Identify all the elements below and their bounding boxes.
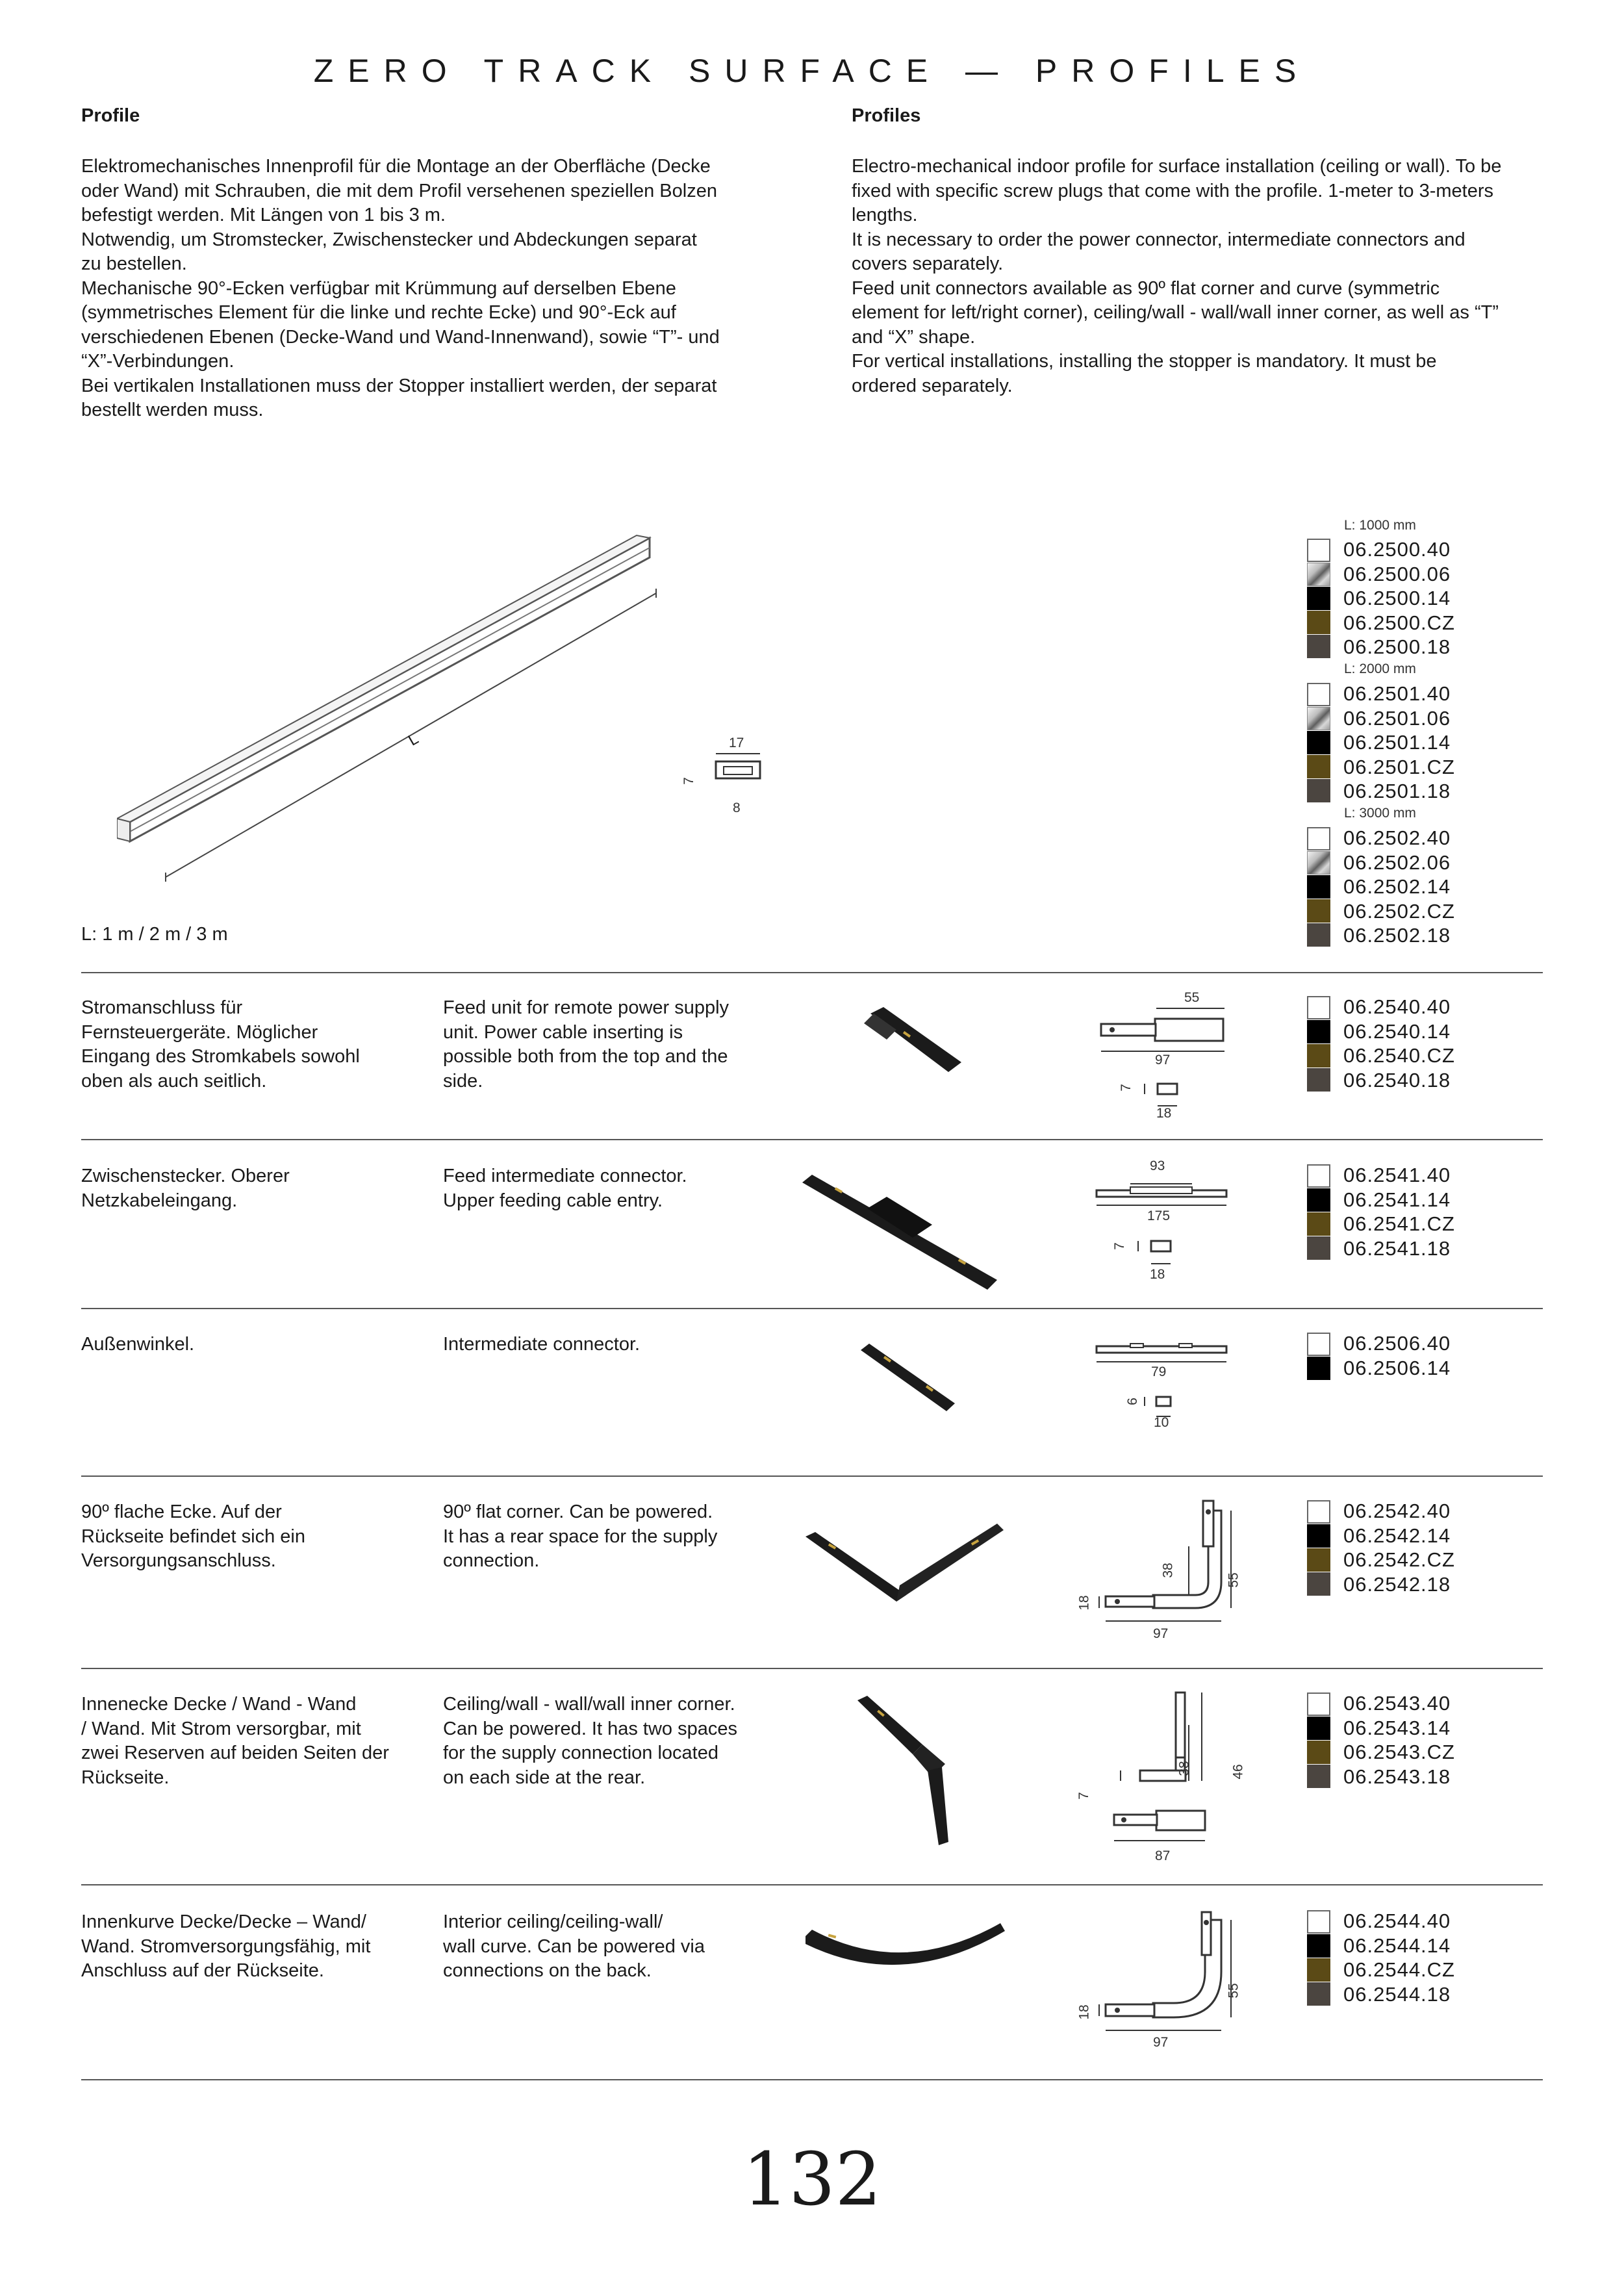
swatch-cz [1307, 611, 1330, 634]
swatch-black [1307, 1357, 1330, 1380]
swatch-cz [1307, 1741, 1330, 1764]
swatch-white [1307, 1910, 1330, 1934]
row1-desc-de: Stromanschluss für Fernsteuergeräte. Möglicher Eingang des Stromkabels sowohl oben als auch seitlich. [81, 997, 360, 1092]
swatch-black [1307, 731, 1330, 754]
code-list: 06.2540.40 06.2540.14 06.2540.CZ 06.2540.18 [1343, 995, 1455, 1092]
row2-desc-en: Feed intermediate connector. Upper feeding cable entry. [443, 1166, 687, 1211]
swatch-black [1307, 587, 1330, 610]
divider [81, 1884, 1543, 1885]
dim-label: 55 [1226, 1983, 1241, 1999]
swatch-dark-brown [1307, 1572, 1330, 1596]
page-title: ZERO TRACK SURFACE — PROFILES [313, 53, 1311, 89]
dim-label: 10 [1154, 1415, 1169, 1430]
dim-label: 55 [1184, 990, 1200, 1005]
code-list: 06.2542.40 06.2542.14 06.2542.CZ 06.2542.18 [1343, 1500, 1455, 1596]
page-number: 132 [742, 2138, 882, 2222]
swatch-cz [1307, 1548, 1330, 1572]
inner-corner-drawing [1078, 1686, 1247, 1861]
swatch-white [1307, 1333, 1330, 1356]
dim-label: 18 [1076, 2004, 1092, 2020]
profile-cross-section [708, 747, 780, 780]
divider [81, 2079, 1543, 2080]
row2-desc-de: Zwischenstecker. Oberer Netzkabeleingang. [81, 1166, 290, 1211]
intermediate-connector-image [851, 1338, 961, 1416]
intro-heading-de: Profile [81, 105, 140, 126]
dim-label: 175 [1147, 1208, 1171, 1223]
swatch-cz [1307, 1958, 1330, 1982]
divider [81, 1668, 1543, 1669]
swatch-black [1307, 875, 1330, 899]
dim-width: 17 [729, 735, 744, 750]
row3-desc-en: Intermediate connector. [443, 1334, 641, 1355]
length-label-2000: L: 2000 mm [1344, 661, 1416, 676]
swatch-grey [1307, 563, 1330, 586]
row6-desc-de: Innenkurve Decke/Decke – Wand/ Wand. Stromversorgungsfähig, mit Anschluss auf der Rückseite. [81, 1911, 371, 1981]
divider [81, 1308, 1543, 1309]
dim-label: 97 [1153, 2035, 1169, 2050]
swatch-dark-brown [1307, 1068, 1330, 1092]
dim-label: 87 [1155, 1848, 1171, 1863]
dim-label: 97 [1153, 1626, 1169, 1641]
swatch-white [1307, 1693, 1330, 1716]
row4-desc-de: 90º flache Ecke. Auf der Rückseite befindet sich ein Versorgungsanschluss. [81, 1501, 305, 1571]
inner-curve-image [802, 1917, 1010, 1988]
dim-label: 6 [1124, 1398, 1140, 1405]
swatch-white [1307, 1500, 1330, 1524]
swatch-cz [1307, 899, 1330, 923]
dim-height: 7 [681, 777, 696, 785]
swatch-dark-brown [1307, 1236, 1330, 1260]
row5-desc-de: Innenecke Decke / Wand - Wand / Wand. Mit Strom versorgbar, mit zwei Reserven auf beiden Seiten der Rückseite. [81, 1694, 389, 1788]
row5-desc-en: Ceiling/wall - wall/wall inner corner. Can be powered. It has two spaces for the supply connection located on each side at the rear. [443, 1694, 737, 1788]
swatch-grey [1307, 851, 1330, 875]
intro-text-de: Elektromechanisches Innenprofil für die Montage an der Oberfläche (Decke oder Wand) mit Schrauben, die mit dem Profil versehenen speziellen Bolzen befestigt werden. Mit Längen von 1 bis 3 m. Notwendig, um Stromstecker, Zwischenstecker und Abdeckungen separat zu bestellen. Mechanische 90°-Ecken verfügbar mit Krümmung auf derselben Ebene (symmetrisches Element für die linke und rechte Ecke) und 90°-Eck auf verschiedenen Ebenen (Decke-Wand und Wand-Innenwand), sowie “T”- und “X”-Verbindungen. Bei vertikalen Installationen muss der Stopper installiert werden, der separat bestellt werden muss. [81, 156, 720, 420]
dim-label: 7 [1076, 1792, 1091, 1800]
intro-text-en: Electro-mechanical indoor profile for surface installation (ceiling or wall). To be fixed with specific screw plugs that come with the profile. 1-meter to 3-meters lengths. It is necessary to order the power connector, intermediate connectors and covers separately. Feed unit connectors available as 90º flat corner and curve (symmetric element for left/right corner), ceiling/wall - wall/wall inner corner, as well as “T” and “X” shape. For vertical installations, installing the stopper is mandatory. It must be ordered separately. [852, 156, 1502, 396]
code-list: 06.2541.40 06.2541.14 06.2541.CZ 06.2541.18 [1343, 1164, 1455, 1260]
swatch-black [1307, 1717, 1330, 1740]
swatch-dark-brown [1307, 779, 1330, 802]
length-label-3000: L: 3000 mm [1344, 806, 1416, 821]
dim-label: 79 [1151, 1364, 1167, 1379]
swatch-white [1307, 683, 1330, 706]
dim-length-label: L [405, 730, 422, 750]
code-list: 06.2500.40 06.2500.06 06.2500.14 06.2500.CZ 06.2500.18 [1343, 538, 1455, 658]
code-list: 06.2543.40 06.2543.14 06.2543.CZ 06.2543.18 [1343, 1692, 1455, 1788]
divider [81, 1139, 1543, 1140]
swatch-white [1307, 1164, 1330, 1188]
swatch-white [1307, 539, 1330, 562]
dim-label: 97 [1155, 1053, 1171, 1067]
feed-unit-image [857, 1001, 987, 1085]
inner-corner-image [851, 1693, 961, 1848]
dim-label: 7 [1118, 1084, 1134, 1092]
dim-label: 18 [1156, 1106, 1172, 1121]
intermediate-feed-drawing [1091, 1169, 1234, 1280]
dim-label: 38 [1176, 1761, 1192, 1776]
code-list: 06.2544.40 06.2544.14 06.2544.CZ 06.2544.18 [1343, 1910, 1455, 2006]
swatch-dark-brown [1307, 635, 1330, 658]
swatch-dark-brown [1307, 923, 1330, 947]
profile-rail-illustration [117, 526, 669, 884]
intro-heading-en: Profiles [852, 105, 921, 126]
swatch-white [1307, 996, 1330, 1019]
swatch-grey [1307, 707, 1330, 730]
swatch-dark-brown [1307, 1765, 1330, 1788]
dim-label: 46 [1230, 1764, 1246, 1780]
swatch-black [1307, 1188, 1330, 1212]
dim-label: 93 [1150, 1158, 1165, 1173]
divider [81, 1476, 1543, 1477]
code-list: 06.2506.40 06.2506.14 [1343, 1332, 1451, 1379]
swatch-dark-brown [1307, 1982, 1330, 2006]
swatch-black [1307, 1934, 1330, 1958]
code-list: 06.2502.40 06.2502.06 06.2502.14 06.2502.CZ 06.2502.18 [1343, 826, 1455, 947]
profile-length-options: L: 1 m / 2 m / 3 m [81, 924, 228, 945]
row4-desc-en: 90º flat corner. Can be powered. It has a rear space for the supply connection. [443, 1501, 718, 1571]
row6-desc-en: Interior ceiling/ceiling-wall/ wall curve. Can be powered via connections on the back. [443, 1911, 705, 1981]
swatch-white [1307, 827, 1330, 850]
dim-label: 18 [1076, 1595, 1092, 1611]
dim-label: 55 [1226, 1572, 1241, 1588]
divider [81, 972, 1543, 973]
dim-label: 7 [1111, 1242, 1127, 1250]
row3-desc-de: Außenwinkel. [81, 1334, 195, 1355]
dim-label: 18 [1150, 1267, 1165, 1282]
swatch-black [1307, 1524, 1330, 1548]
length-label-1000: L: 1000 mm [1344, 518, 1416, 533]
swatch-black [1307, 1020, 1330, 1043]
swatch-cz [1307, 1212, 1330, 1236]
swatch-cz [1307, 1044, 1330, 1067]
row1-desc-en: Feed unit for remote power supply unit. Power cable inserting is possible both from the top and the side. [443, 997, 730, 1092]
flat-corner-image [802, 1520, 1010, 1618]
inner-curve-drawing [1098, 1907, 1247, 2050]
intermediate-feed-image [796, 1169, 1004, 1293]
swatch-cz [1307, 755, 1330, 778]
dim-label: 38 [1160, 1563, 1176, 1578]
dim-inner: 8 [733, 800, 741, 815]
code-list: 06.2501.40 06.2501.06 06.2501.14 06.2501.CZ 06.2501.18 [1343, 682, 1455, 802]
